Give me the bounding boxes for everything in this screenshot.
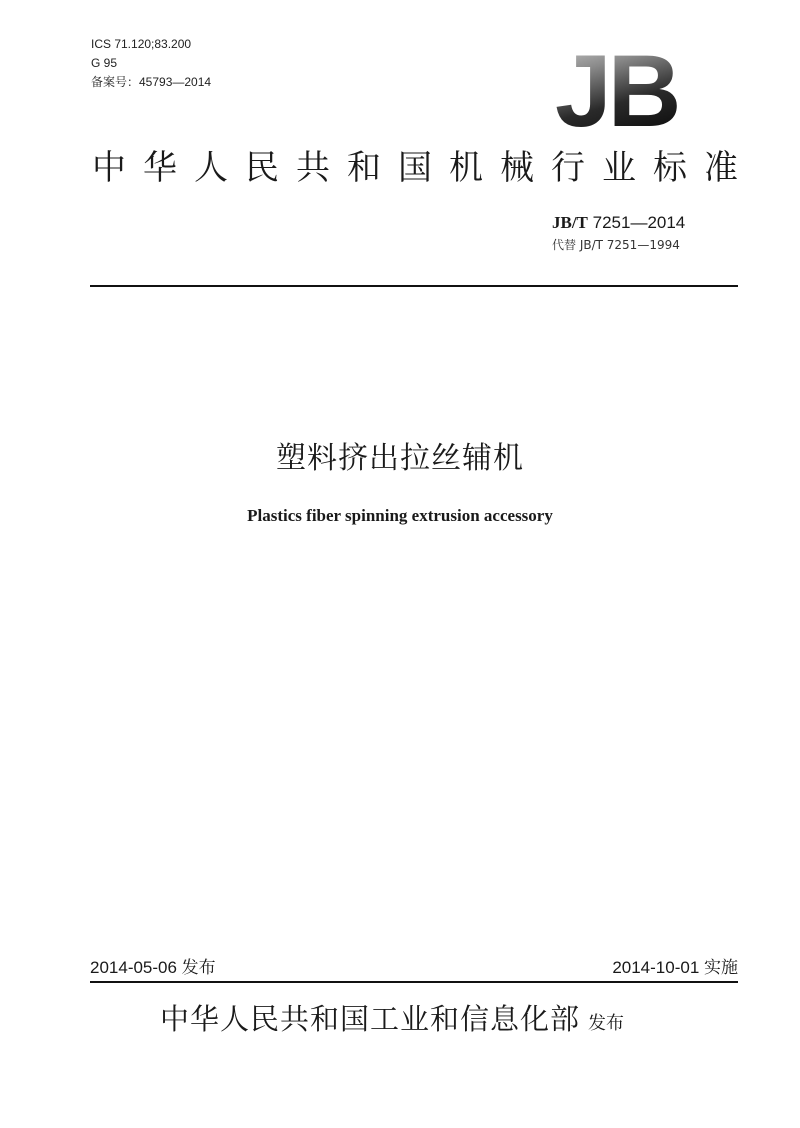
record-number: 备案号：45793—2014 (91, 75, 212, 89)
logo-text: JB (555, 46, 678, 130)
implementation-date: 2014-10-01 实施 (612, 958, 738, 977)
issue-date: 2014-05-06 发布 (90, 958, 216, 977)
publisher (160, 1000, 624, 1043)
publisher-suffix: 发布 (588, 1013, 625, 1034)
publisher-org: 中华人民共和国工业和信息化部 (160, 1002, 581, 1036)
standard-number-value: 7251—2014 (587, 213, 686, 232)
bottom-divider (90, 981, 738, 983)
ics-code: ICS 71.120;83.200 (91, 37, 192, 51)
ccs-code: G 95 (91, 56, 118, 70)
standard-category-title: 中华人民共和国机械行业标准 (92, 148, 755, 188)
document-title-en: Plastics fiber spinning extrusion accessory (247, 506, 553, 525)
jb-logo (553, 46, 703, 130)
standard-number-prefix: JB/T (552, 213, 588, 232)
document-title-cn: 塑料挤出拉丝辅机 (276, 441, 524, 476)
top-divider (90, 285, 738, 287)
standard-number (552, 213, 685, 233)
supersedes-note: 代替 JB/T 7251—1994 (552, 238, 680, 252)
